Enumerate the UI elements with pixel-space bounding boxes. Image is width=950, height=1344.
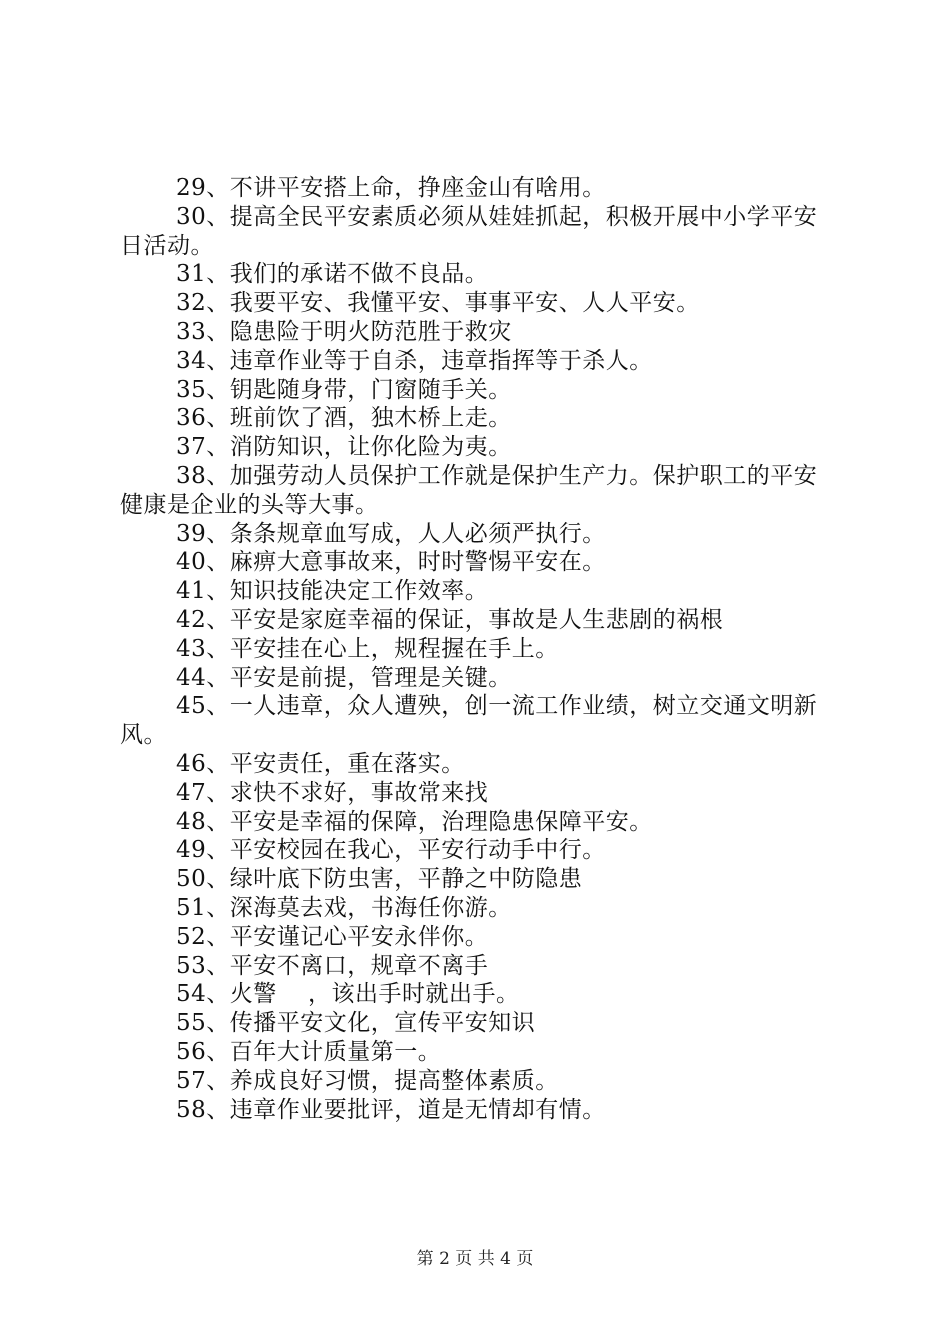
- list-item: 30、提高全民平安素质必须从娃娃抓起，积极开展中小学平安日活动。: [120, 203, 818, 259]
- list-item: 38、加强劳动人员保护工作就是保护生产力。保护职工的平安健康是企业的头等大事。: [120, 462, 818, 518]
- list-item: 32、我要平安、我懂平安、事事平安、人人平安。: [176, 290, 700, 317]
- list-item: 46、平安责任，重在落实。: [176, 750, 465, 777]
- list-item: 37、消防知识，让你化险为夷。: [176, 434, 512, 461]
- list-item: 42、平安是家庭幸福的保证，事故是人生悲剧的祸根: [176, 606, 724, 633]
- list-item: 51、深海莫去戏，书海任你游。: [176, 894, 512, 921]
- list-item: 57、养成良好习惯，提高整体素质。: [176, 1067, 559, 1094]
- list-item: 33、隐患险于明火防范胜于救灾: [176, 318, 512, 345]
- list-item: 50、绿叶底下防虫害，平静之中防隐患: [176, 866, 583, 893]
- list-item: 40、麻痹大意事故来，时时警惕平安在。: [176, 549, 606, 576]
- page-number-footer: 第 2 页 共 4 页: [416, 1249, 534, 1269]
- list-item: 31、我们的承诺不做不良品。: [176, 261, 489, 288]
- list-item: 35、钥匙随身带，门窗随手关。: [176, 376, 512, 403]
- list-item: 54、火警 ，该出手时就出手。: [176, 981, 520, 1008]
- list-item: 43、平安挂在心上，规程握在手上。: [176, 635, 559, 662]
- list-item: 58、违章作业要批评，道是无情却有情。: [176, 1096, 606, 1123]
- list-item: 56、百年大计质量第一。: [176, 1038, 442, 1065]
- list-item: 45、一人违章，众人遭殃，创一流工作业绩，树立交通文明新风。: [120, 693, 818, 749]
- list-item: 34、违章作业等于自杀，违章指挥等于杀人。: [176, 347, 653, 374]
- list-item: 47、求快不求好，事故常来找: [176, 779, 489, 806]
- slogan-list: [120, 174, 832, 1124]
- list-item: 48、平安是幸福的保障，治理隐患保障平安。: [176, 808, 653, 835]
- list-item: 41、知识技能决定工作效率。: [176, 578, 489, 605]
- list-item: 39、条条规章血写成，人人必须严执行。: [176, 520, 606, 547]
- list-item: 55、传播平安文化，宣传平安知识: [176, 1010, 536, 1037]
- list-item: 52、平安谨记心平安永伴你。: [176, 923, 489, 950]
- list-item: 53、平安不离口，规章不离手: [176, 952, 489, 979]
- list-item: 36、班前饮了酒，独木桥上走。: [176, 405, 512, 432]
- list-item: 49、平安校园在我心，平安行动手中行。: [176, 837, 606, 864]
- list-item: 44、平安是前提，管理是关键。: [176, 664, 512, 691]
- list-item: 29、不讲平安搭上命，挣座金山有啥用。: [176, 175, 606, 201]
